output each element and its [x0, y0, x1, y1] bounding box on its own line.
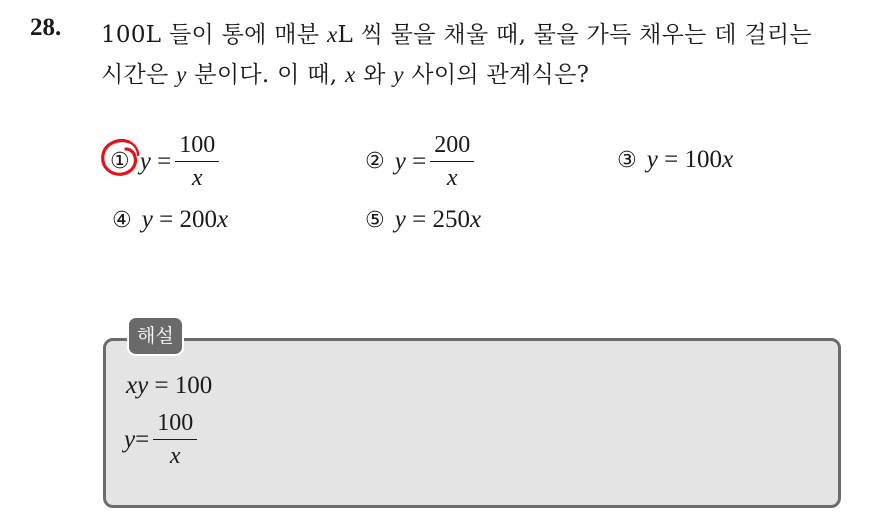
math-variable: y — [176, 62, 187, 87]
math-variable: y — [141, 206, 153, 233]
option-3[interactable] — [617, 146, 733, 174]
option-equation — [140, 148, 171, 176]
fraction — [430, 132, 474, 192]
math-variable: xy — [126, 372, 149, 399]
math-variable: y — [124, 425, 136, 453]
fraction — [153, 410, 197, 470]
option-2[interactable] — [365, 132, 474, 192]
fraction-denominator: x — [191, 165, 203, 192]
fraction — [175, 132, 219, 192]
option-marker: ③ — [617, 147, 637, 173]
option-equation — [395, 148, 426, 176]
option-marker: ⑤ — [365, 207, 385, 233]
math-variable: y — [646, 146, 658, 173]
question-text: L 씩 물을 채울 때, 물을 가득 채우는 데 걸리는 — [337, 22, 812, 48]
equation-rhs: = 100 — [657, 146, 722, 173]
selected-answer-circle-mark — [99, 137, 143, 179]
equation-rhs: = 200 — [152, 206, 217, 233]
fraction-numerator: 100 — [175, 132, 219, 162]
solution-tag: 해설 — [129, 318, 182, 354]
question-text-line-2 — [101, 56, 589, 89]
math-variable: y — [139, 147, 151, 175]
fraction-numerator: 100 — [153, 410, 197, 440]
option-equation — [142, 206, 228, 234]
solution-line-1 — [126, 372, 212, 400]
question-text-line-1 — [101, 16, 812, 49]
option-marker: ④ — [112, 207, 132, 233]
solution-line-2 — [124, 410, 197, 470]
equation-rhs: = 250 — [405, 206, 470, 233]
question-number: 28. — [30, 14, 62, 41]
option-marker: ② — [365, 149, 385, 175]
math-variable: y — [394, 147, 406, 175]
math-variable: x — [721, 146, 734, 173]
equals-sign: = — [405, 147, 427, 175]
equals-sign: = — [135, 425, 150, 453]
option-4[interactable] — [112, 206, 228, 234]
question-text: 100L 들이 통에 매분 — [101, 22, 327, 48]
equals-sign: = — [150, 147, 172, 175]
question-text: 분이다. 이 때, — [186, 62, 345, 88]
question-text: 시간은 — [101, 62, 177, 88]
fraction-denominator: x — [446, 165, 458, 192]
option-equation — [395, 206, 481, 234]
math-variable: y — [394, 206, 406, 233]
option-equation — [647, 146, 733, 174]
option-marker: ① — [110, 149, 130, 175]
math-variable: x — [344, 62, 356, 87]
math-variable: x — [216, 206, 229, 233]
math-variable: x — [469, 206, 482, 233]
question-text: 사이의 관계식은? — [403, 62, 590, 88]
option-5[interactable] — [365, 206, 481, 234]
equation-rhs: = 100 — [148, 372, 213, 399]
fraction-numerator: 200 — [430, 132, 474, 162]
fraction-denominator: x — [169, 443, 181, 470]
question-text: 와 — [355, 62, 394, 88]
math-variable: y — [393, 62, 404, 87]
solution-box — [103, 338, 841, 508]
math-variable: x — [326, 22, 338, 47]
